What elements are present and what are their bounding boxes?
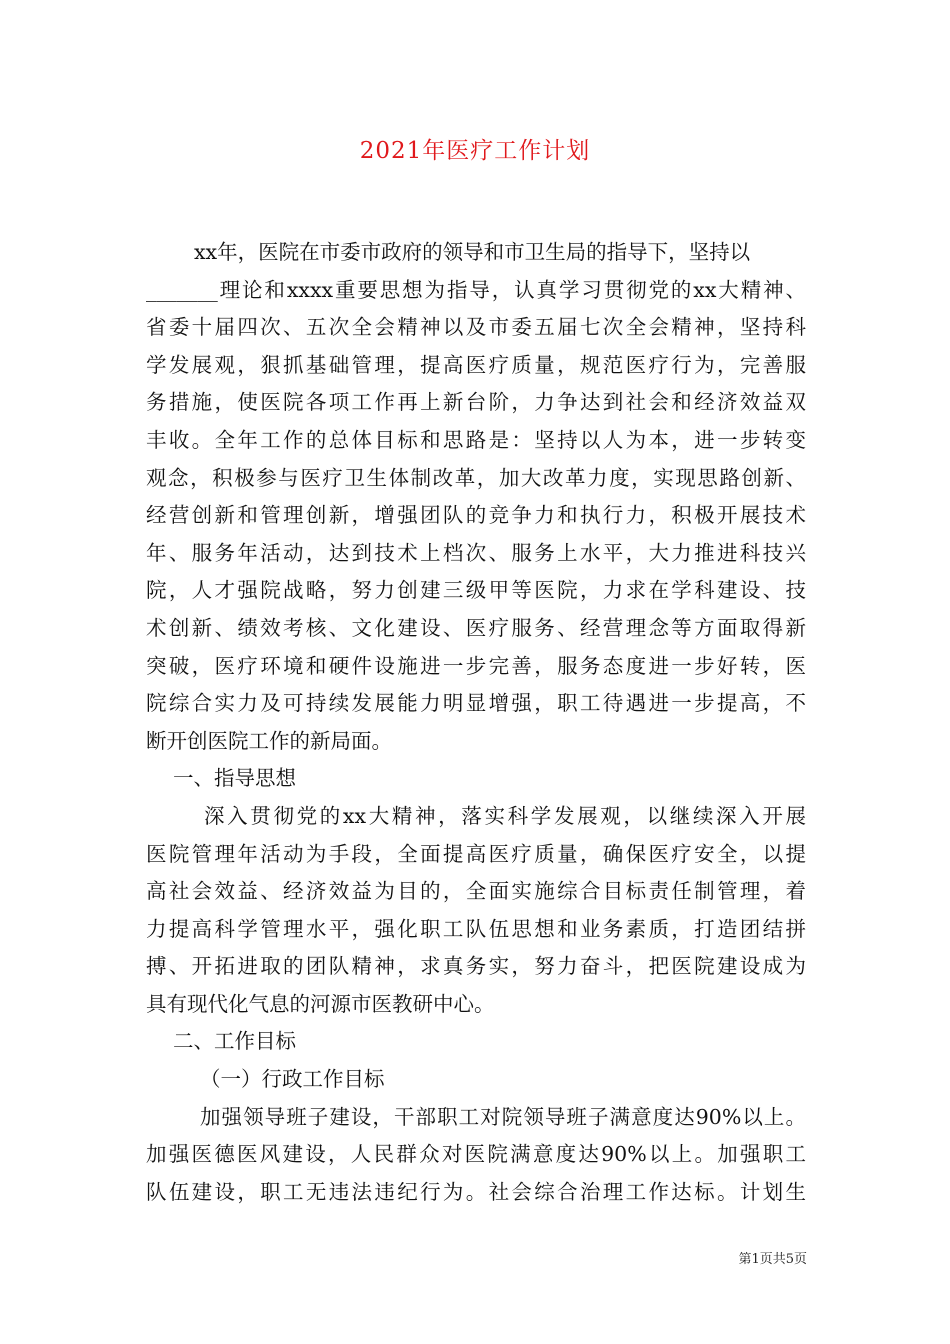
text-line: 突破，医疗环境和硬件设施进一步完善，服务态度进一步好转，医 [146, 653, 806, 678]
text-line: （一）行政工作目标 [200, 1067, 385, 1092]
text-line: 学发展观，狠抓基础管理，提高医疗质量，规范医疗行为，完善服 [146, 352, 806, 377]
text-line: 院，人才强院战略，努力创建三级甲等医院，力求在学科建设、技 [146, 578, 806, 603]
text-line: 术创新、绩效考核、文化建设、医疗服务、经营理念等方面取得新 [146, 615, 806, 640]
text-line: 务措施，使医院各项工作再上新台阶，力争达到社会和经济效益双 [146, 390, 806, 415]
text-line: 断开创医院工作的新局面。 [146, 728, 392, 753]
text-line: _______理论和xxxx重要思想为指导，认真学习贯彻党的xx大精神、 [146, 277, 806, 302]
text-line: 加强领导班子建设，干部职工对院领导班子满意度达90%以上。 [200, 1104, 806, 1129]
text-line: 加强医德医风建设，人民群众对医院满意度达90%以上。加强职工 [146, 1142, 806, 1167]
text-line: xx年，医院在市委市政府的领导和市卫生局的指导下，坚持以 [194, 240, 751, 264]
text-line: 队伍建设，职工无违法违纪行为。社会综合治理工作达标。计划生 [146, 1179, 806, 1204]
text-line: 一、指导思想 [173, 766, 296, 791]
text-line: 经营创新和管理创新，增强团队的竞争力和执行力，积极开展技术 [146, 503, 806, 528]
text-line: 具有现代化气息的河源市医教研中心。 [146, 991, 495, 1016]
page-number: 第1页共5页 [738, 1252, 807, 1267]
document-body [146, 234, 806, 1211]
document-title: 2021年医疗工作计划 [359, 138, 591, 164]
text-line: 高社会效益、经济效益为目的，全面实施综合目标责任制管理，着 [146, 879, 806, 904]
text-line: 医院管理年活动为手段，全面提高医疗质量，确保医疗安全，以提 [146, 841, 806, 866]
text-line: 省委十届四次、五次全会精神以及市委五届七次全会精神，坚持科 [146, 315, 806, 340]
text-line: 院综合实力及可持续发展能力明显增强，职工待遇进一步提高，不 [146, 691, 806, 716]
text-line: 二、工作目标 [173, 1029, 296, 1054]
text-line: 深入贯彻党的xx大精神，落实科学发展观，以继续深入开展 [204, 803, 806, 828]
text-line: 搏、开拓进取的团队精神，求真务实，努力奋斗，把医院建设成为 [146, 954, 806, 979]
text-line: 丰收。全年工作的总体目标和思路是：坚持以人为本，进一步转变 [146, 427, 806, 452]
text-line: 观念，积极参与医疗卫生体制改革，加大改革力度，实现思路创新、 [146, 465, 806, 490]
text-line: 年、服务年活动，达到技术上档次、服务上水平，大力推进科技兴 [146, 540, 806, 565]
text-line: 力提高科学管理水平，强化职工队伍思想和业务素质，打造团结拼 [146, 916, 806, 941]
